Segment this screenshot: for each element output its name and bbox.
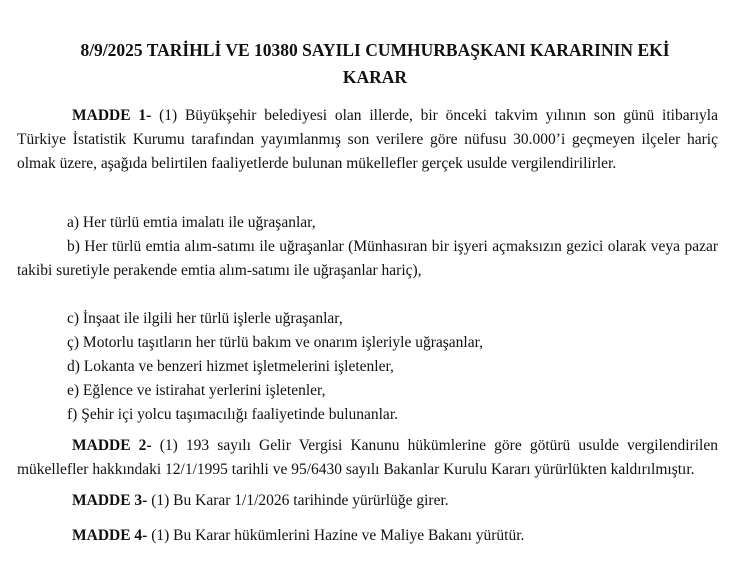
madde-1-item-c: c) İnşaat ile ilgili her türlü işlerle uğraşanlar, [67, 310, 343, 327]
document-title-line-2: KARAR [342, 67, 408, 87]
madde-2-label: MADDE 2- [72, 437, 152, 454]
madde-4-text: (1) Bu Karar hükümlerini Hazine ve Maliye Bakanı yürütür. [147, 527, 525, 544]
madde-1-item-e: e) Eğlence ve istirahat yerlerini işletenler, [67, 382, 326, 399]
madde-1-label: MADDE 1- [72, 107, 152, 124]
madde-1-item-b: b) Her türlü emtia alım-satımı ile uğraşanlar (Münhasıran bir işyeri açmaksızın gezici olarak veya pazar takibi suretiyle perakende emtia alım-satımı ile uğraşanlar hariç), [17, 238, 718, 279]
madde-1-text: (1) Büyükşehir belediyesi olan illerde, bir önceki takvim yılının son günü itibarıyla Türkiye İstatistik Kurumu tarafından yayımlanmış son verilere göre nüfusu 30.000’i geçmeyen ilçeler hariç olmak üzere, aşağıda belirtilen faaliyetlerde bulunan mükellefler gerçek usulde vergilendirilirler. [17, 107, 718, 172]
madde-4-paragraph [17, 524, 718, 548]
madde-1-item-a: a) Her türlü emtia imalatı ile uğraşanlar, [67, 214, 316, 231]
madde-2-text: (1) 193 sayılı Gelir Vergisi Kanunu hükümlerine göre götürü usulde vergilendirilen mükellefler hakkındaki 12/1/1995 tarihli ve 95/6430 sayılı Bakanlar Kurulu Kararı yürürlükten kaldırılmıştır. [17, 437, 718, 478]
madde-1-item-d: d) Lokanta ve benzeri hizmet işletmelerini işletenler, [67, 358, 394, 375]
madde-3-text: (1) Bu Karar 1/1/2026 tarihinde yürürlüğe girer. [147, 492, 449, 509]
madde-2-paragraph [17, 434, 718, 482]
madde-3-paragraph [17, 489, 718, 513]
madde-1-item-f: f) Şehir içi yolcu taşımacılığı faaliyetinde bulunanlar. [67, 406, 398, 423]
madde-1-paragraph [17, 104, 718, 176]
madde-1-item-cc: ç) Motorlu taşıtların her türlü bakım ve onarım işleriyle uğraşanlar, [67, 334, 484, 351]
madde-3-label: MADDE 3- [72, 492, 148, 509]
document-title-line-1: 8/9/2025 TARİHLİ VE 10380 SAYILI CUMHURBAŞKANI KARARININ EKİ [80, 40, 670, 60]
madde-4-label: MADDE 4- [72, 527, 148, 544]
